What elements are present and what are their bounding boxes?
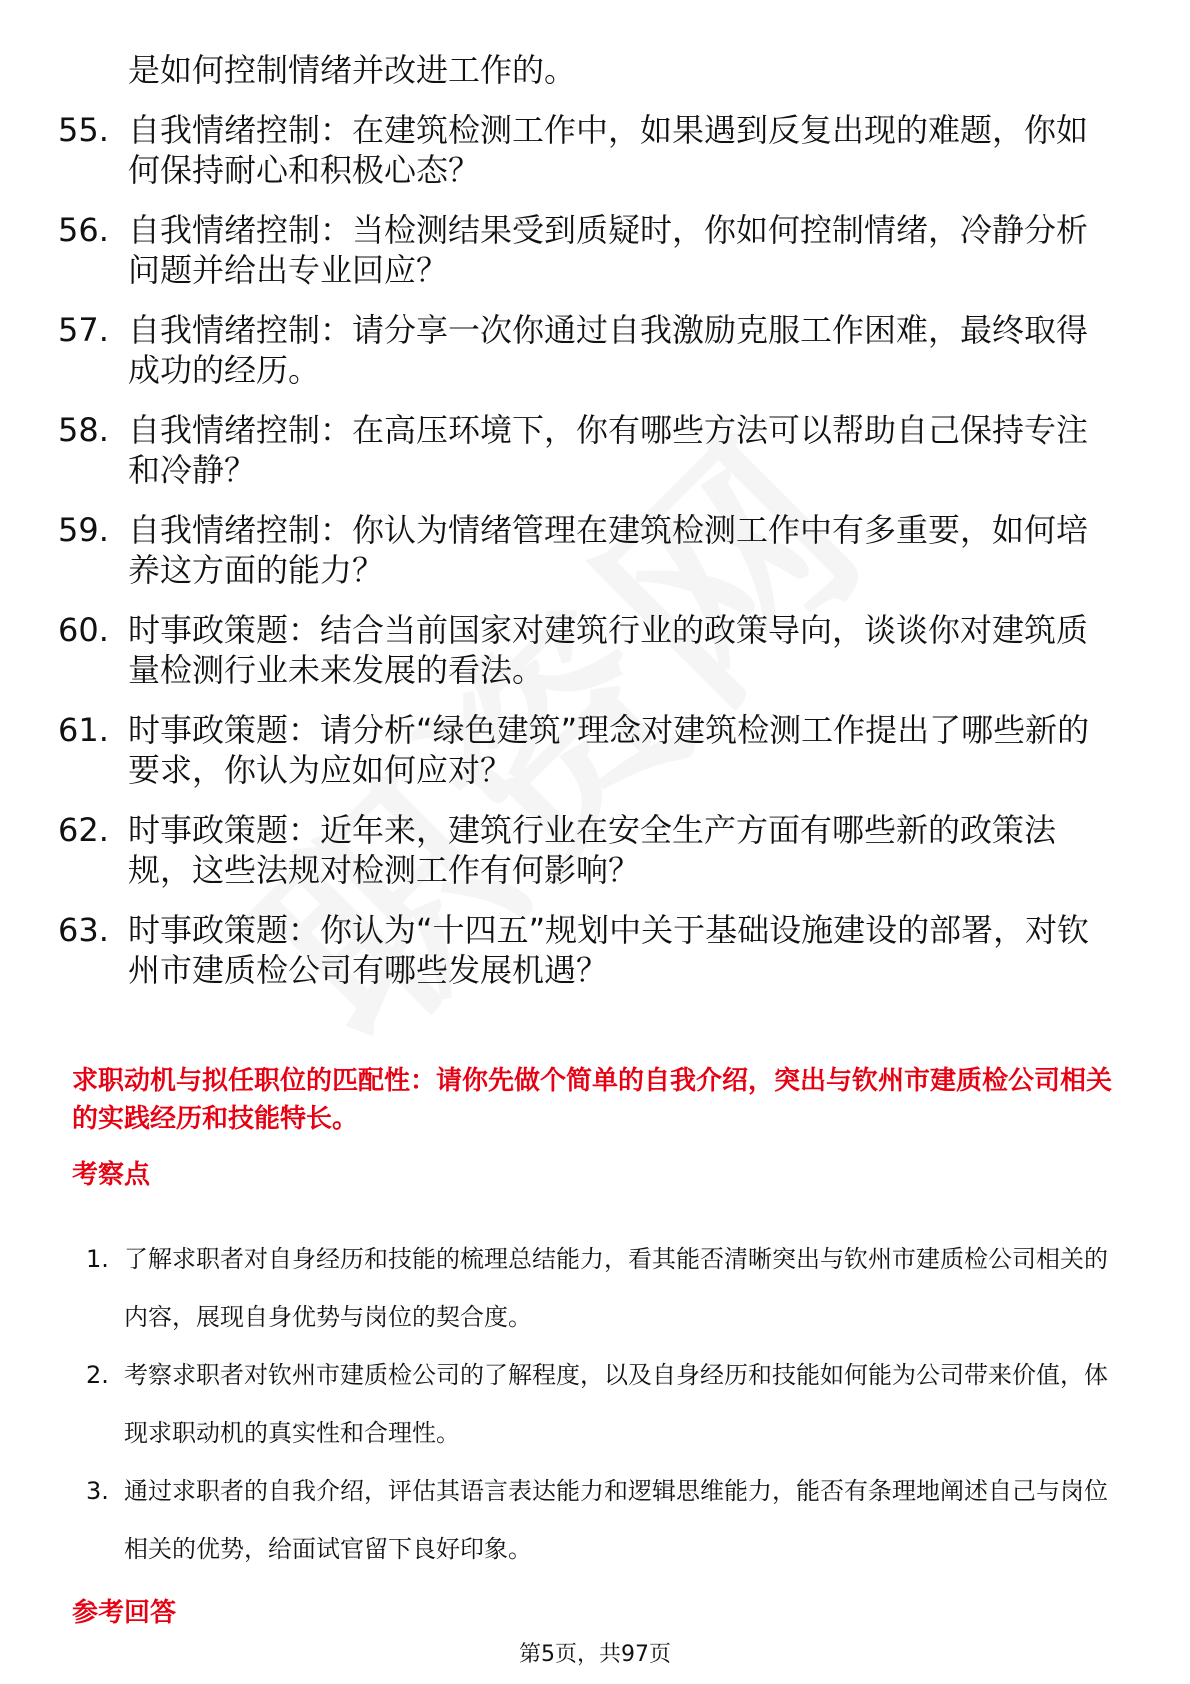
point-item bbox=[0, 1230, 1190, 1346]
point-text: 考察求职者对钦州市建质检公司的了解程度，以及自身经历和技能如何能为公司带来价值，体现求职动机的真实性和合理性。 bbox=[124, 1361, 1108, 1447]
question-text: 时事政策题：你认为“十四五”规划中关于基础设施建设的部署，对钦州市建质检公司有哪些发展机遇？ bbox=[128, 911, 1090, 989]
question-item bbox=[0, 910, 1190, 1010]
point-number: 1. bbox=[86, 1245, 109, 1273]
question-number: 58. bbox=[58, 411, 109, 449]
question-text: 自我情绪控制：在建筑检测工作中，如果遇到反复出现的难题，你如何保持耐心和积极心态？ bbox=[128, 111, 1089, 189]
question-number: 57. bbox=[58, 311, 109, 349]
question-item bbox=[0, 710, 1190, 810]
question-number: 60. bbox=[58, 611, 109, 649]
question-item bbox=[0, 810, 1190, 910]
question-item bbox=[0, 510, 1190, 610]
question-number: 55. bbox=[58, 111, 109, 149]
point-text: 了解求职者对自身经历和技能的梳理总结能力，看其能否清晰突出与钦州市建质检公司相关的内容，展现自身优势与岗位的契合度。 bbox=[124, 1245, 1108, 1331]
question-item bbox=[0, 410, 1190, 510]
answer-heading: 参考回答 bbox=[72, 1598, 177, 1628]
question-number: 62. bbox=[58, 811, 109, 849]
question-text: 时事政策题：请分析“绿色建筑”理念对建筑检测工作提出了哪些新的要求，你认为应如何应对？ bbox=[128, 711, 1090, 789]
question-number: 63. bbox=[58, 911, 109, 949]
question-item bbox=[0, 610, 1190, 710]
continuation-text: 是如何控制情绪并改进工作的。 bbox=[128, 51, 577, 89]
question-list bbox=[0, 110, 1190, 1010]
point-number: 2. bbox=[86, 1361, 109, 1389]
question-item bbox=[0, 310, 1190, 410]
question-number: 56. bbox=[58, 211, 109, 249]
question-text: 自我情绪控制：当检测结果受到质疑时，你如何控制情绪，冷静分析问题并给出专业回应？ bbox=[128, 211, 1089, 289]
points-heading: 考察点 bbox=[72, 1160, 151, 1190]
points-list bbox=[0, 1230, 1190, 1578]
question-item bbox=[0, 210, 1190, 310]
point-item bbox=[0, 1346, 1190, 1462]
point-text: 通过求职者的自我介绍，评估其语言表达能力和逻辑思维能力，能否有条理地阐述自己与岗位相关的优势，给面试官留下良好印象。 bbox=[124, 1477, 1108, 1563]
page-footer: 第5页，共97页 bbox=[519, 1642, 671, 1667]
question-text: 自我情绪控制：请分享一次你通过自我激励克服工作困难，最终取得成功的经历。 bbox=[128, 311, 1089, 389]
featured-question: 求职动机与拟任职位的匹配性：请你先做个简单的自我介绍，突出与钦州市建质检公司相关的实践经历和技能特长。 bbox=[72, 1066, 1113, 1134]
question-item bbox=[0, 110, 1190, 210]
question-number: 61. bbox=[58, 711, 109, 749]
point-item bbox=[0, 1462, 1190, 1578]
question-text: 时事政策题：近年来，建筑行业在安全生产方面有哪些新的政策法规，这些法规对检测工作有何影响？ bbox=[128, 811, 1057, 889]
question-text: 自我情绪控制：你认为情绪管理在建筑检测工作中有多重要，如何培养这方面的能力？ bbox=[128, 511, 1089, 589]
question-text: 自我情绪控制：在高压环境下，你有哪些方法可以帮助自己保持专注和冷静？ bbox=[128, 411, 1089, 489]
question-text: 时事政策题：结合当前国家对建筑行业的政策导向，谈谈你对建筑质量检测行业未来发展的看法。 bbox=[128, 611, 1089, 689]
question-number: 59. bbox=[58, 511, 109, 549]
point-number: 3. bbox=[86, 1477, 109, 1505]
